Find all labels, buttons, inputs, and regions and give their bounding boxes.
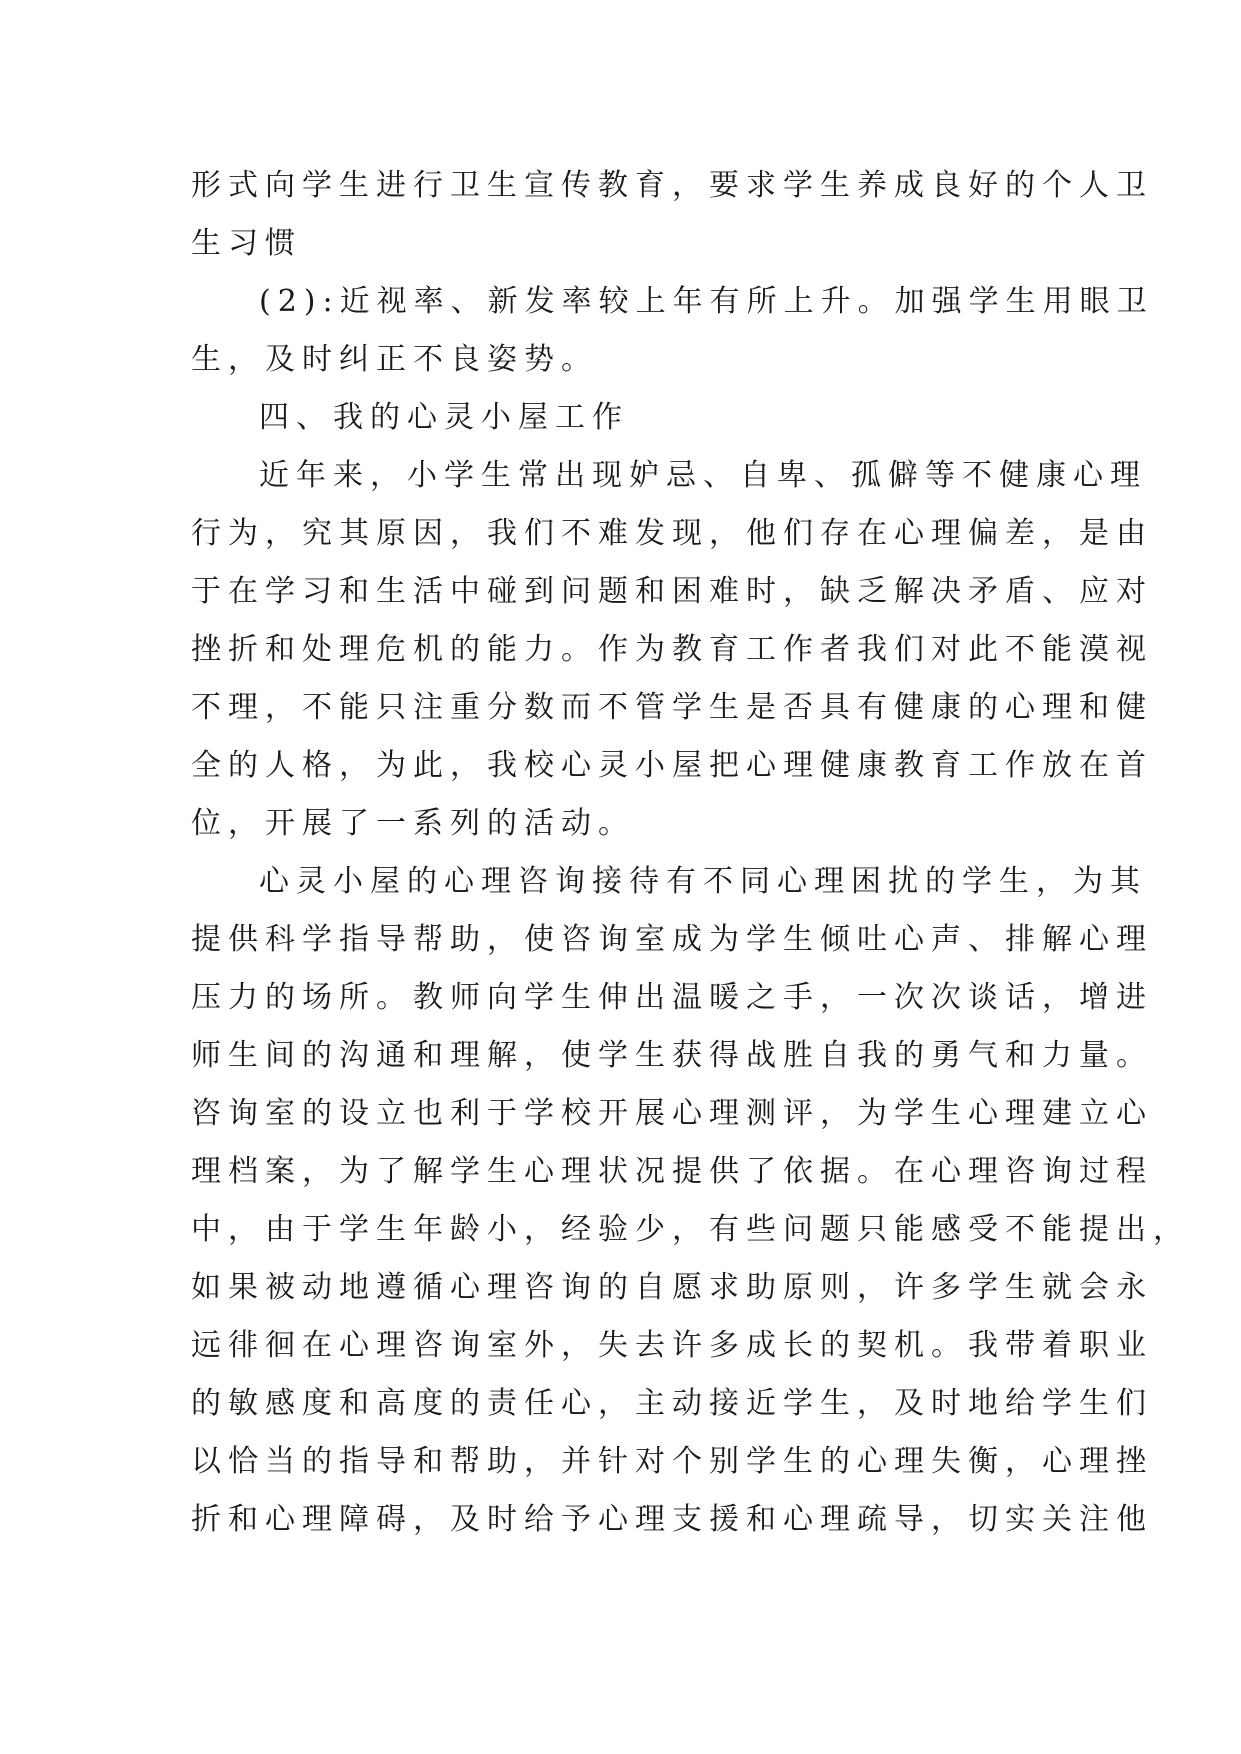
text-line: 以恰当的指导和帮助，并针对个别学生的心理失衡，心理挫	[191, 1444, 1153, 1479]
text-line: 远徘徊在心理咨询室外，失去许多成长的契机。我带着职业	[191, 1328, 1153, 1363]
text-line: 心灵小屋的心理咨询接待有不同心理困扰的学生，为其	[259, 864, 1147, 899]
text-line: 挫折和处理危机的能力。作为教育工作者我们对此不能漠视	[191, 632, 1153, 667]
text-line: 全的人格，为此，我校心灵小屋把心理健康教育工作放在首	[191, 748, 1153, 783]
document-body	[191, 157, 1190, 1549]
text-line: (2):近视率、新发率较上年有所上升。加强学生用眼卫	[259, 284, 1154, 319]
text-line: 行为，究其原因，我们不难发现，他们存在心理偏差，是由	[191, 516, 1153, 551]
text-line: 于在学习和生活中碰到问题和困难时，缺乏解决矛盾、应对	[191, 574, 1153, 609]
text-line: 中，由于学生年龄小，经验少，有些问题只能感受不能提出，	[191, 1212, 1190, 1247]
text-line: 形式向学生进行卫生宣传教育，要求学生养成良好的个人卫	[191, 168, 1153, 203]
text-line: 折和心理障碍，及时给予心理支援和心理疏导，切实关注他	[191, 1502, 1153, 1537]
text-line: 不理，不能只注重分数而不管学生是否具有健康的心理和健	[191, 690, 1153, 725]
text-line: 的敏感度和高度的责任心，主动接近学生，及时地给学生们	[191, 1386, 1153, 1421]
text-line: 如果被动地遵循心理咨询的自愿求助原则，许多学生就会永	[191, 1270, 1153, 1305]
text-line: 咨询室的设立也利于学校开展心理测评，为学生心理建立心	[191, 1096, 1153, 1131]
text-line: 理档案，为了解学生心理状况提供了依据。在心理咨询过程	[191, 1154, 1153, 1189]
text-line: 四、我的心灵小屋工作	[259, 400, 629, 435]
text-line: 生，及时纠正不良姿势。	[191, 342, 598, 377]
text-line: 压力的场所。教师向学生伸出温暖之手，一次次谈话，增进	[191, 980, 1153, 1015]
text-line: 生习惯	[191, 226, 302, 261]
text-line: 近年来，小学生常出现妒忌、自卑、孤僻等不健康心理	[259, 458, 1147, 493]
text-line: 提供科学指导帮助，使咨询室成为学生倾吐心声、排解心理	[191, 922, 1153, 957]
text-line: 位，开展了一系列的活动。	[191, 806, 635, 841]
text-line: 师生间的沟通和理解，使学生获得战胜自我的勇气和力量。	[191, 1038, 1153, 1073]
